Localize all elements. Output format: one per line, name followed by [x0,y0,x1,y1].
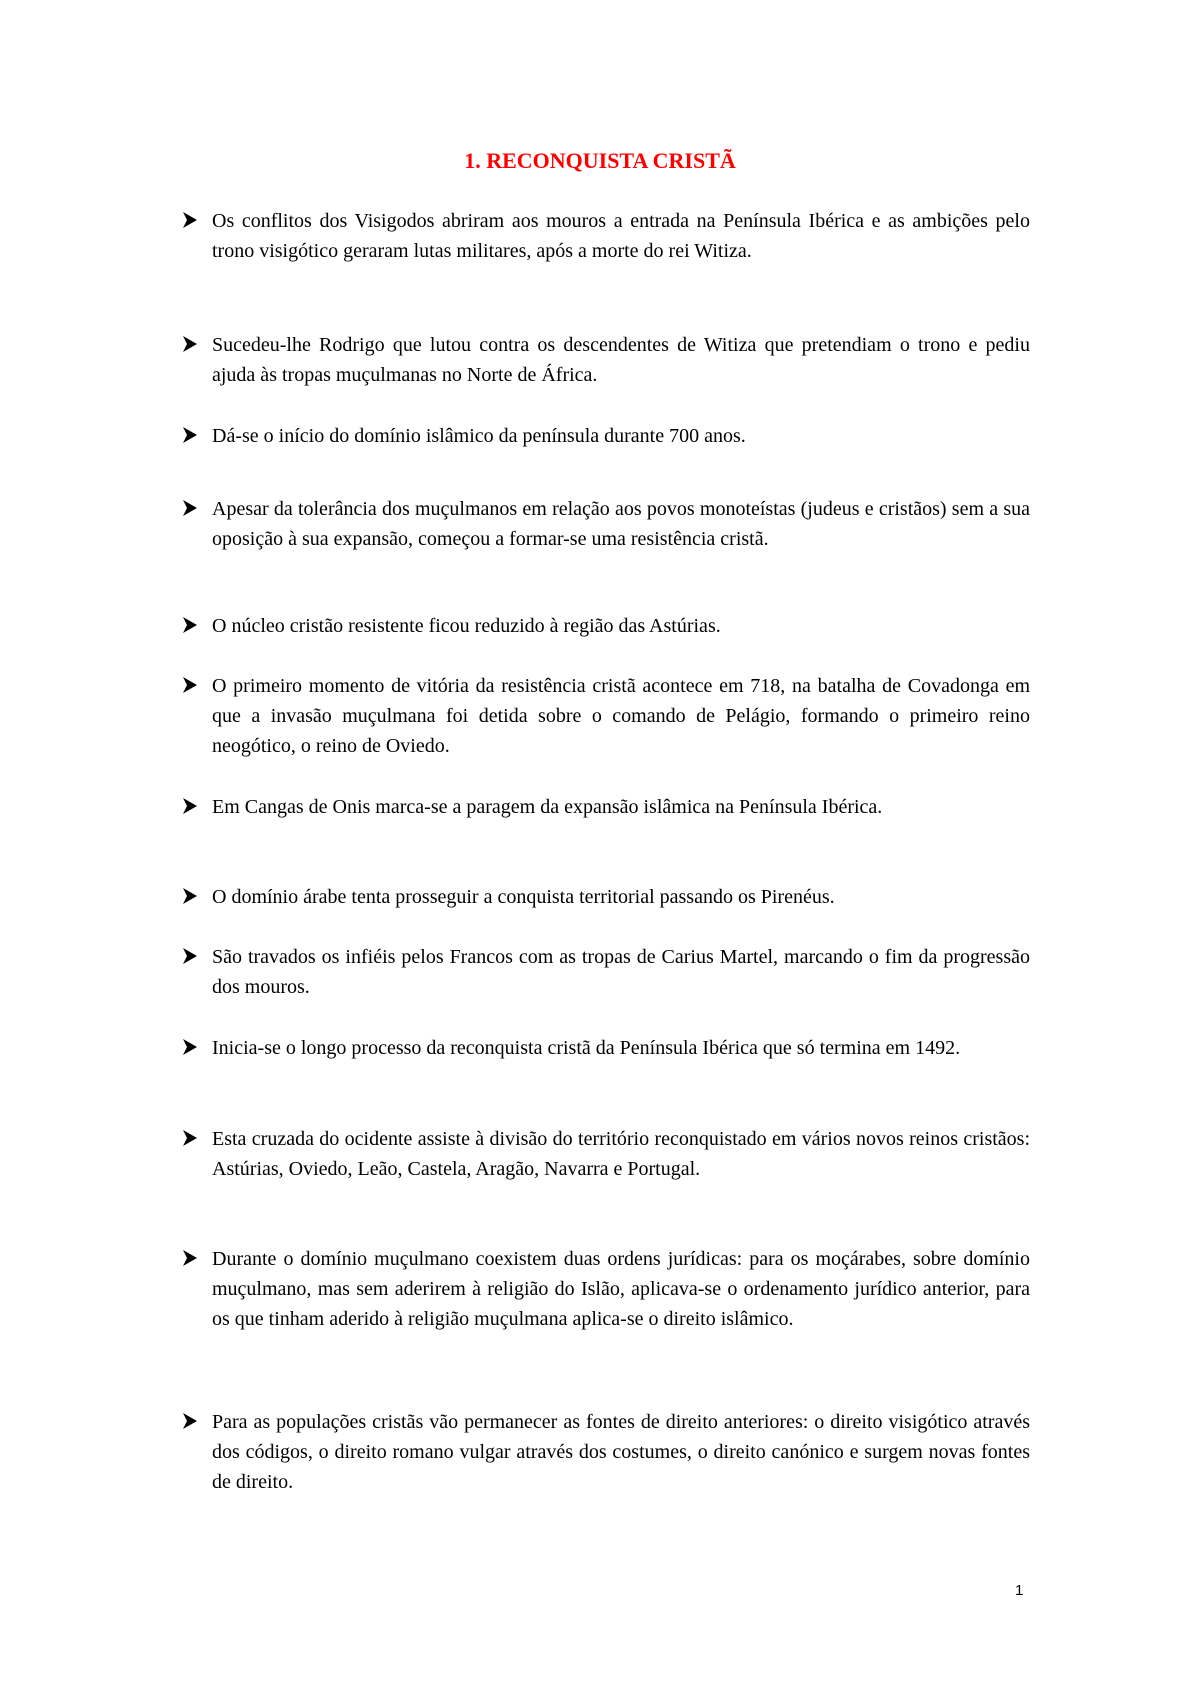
arrowhead-bullet-icon [182,797,198,815]
page-number: 1 [1015,1582,1024,1599]
list-item [212,494,1030,554]
list-item [212,1407,1030,1497]
arrowhead-bullet-icon [182,616,198,634]
list-item [212,942,1030,1002]
arrowhead-bullet-icon [182,887,198,905]
list-item [212,421,1030,451]
arrowhead-bullet-icon [182,499,198,517]
list-item-text: Dá-se o início do domínio islâmico da península durante 700 anos. [212,425,746,447]
list-item [212,330,1030,390]
list-item-text: Em Cangas de Onis marca-se a paragem da expansão islâmica na Península Ibérica. [212,796,883,818]
arrowhead-bullet-icon [182,426,198,444]
arrowhead-bullet-icon [182,211,198,229]
list-item [212,792,1030,822]
arrowhead-bullet-icon [182,947,198,965]
list-item [212,206,1030,266]
list-item-text: São travados os infiéis pelos Francos com as tropas de Carius Martel, marcando o fim da progressão dos mouros. [212,946,1030,998]
list-item-text: Sucedeu-lhe Rodrigo que lutou contra os descendentes de Witiza que pretendiam o trono e pediu ajuda às tropas muçulmanas no Norte de África. [212,334,1030,386]
arrowhead-bullet-icon [182,676,198,694]
list-item [212,1244,1030,1334]
list-item [212,882,1030,912]
list-item [212,611,1030,641]
list-item-text: Para as populações cristãs vão permanecer as fontes de direito anteriores: o direito visigótico através dos códigos, o direito romano vulgar através dos costumes, o direito canónico e surgem novas fontes de direito. [212,1411,1030,1493]
page-title: 1. RECONQUISTA CRISTÃ [464,148,736,173]
arrowhead-bullet-icon [182,1412,198,1430]
arrowhead-bullet-icon [182,1249,198,1267]
list-item [212,1033,1030,1063]
list-item-text: Durante o domínio muçulmano coexistem duas ordens jurídicas: para os moçárabes, sobre domínio muçulmano, mas sem aderirem à religião do Islão, aplicava-se o ordenamento jurídico anterior, para os que tinham aderido à religião muçulmana aplica-se o direito islâmico. [212,1248,1030,1330]
list-item-text: Inicia-se o longo processo da reconquista cristã da Península Ibérica que só termina em 1492. [212,1037,961,1059]
list-item [212,1124,1030,1184]
list-item [212,671,1030,761]
list-item-text: Apesar da tolerância dos muçulmanos em relação aos povos monoteístas (judeus e cristãos) sem a sua oposição à sua expansão, começou a formar-se uma resistência cristã. [212,498,1030,550]
list-item-text: O núcleo cristão resistente ficou reduzido à região das Astúrias. [212,615,721,637]
list-item-text: Esta cruzada do ocidente assiste à divisão do território reconquistado em vários novos reinos cristãos: Astúrias, Oviedo, Leão, Castela, Aragão, Navarra e Portugal. [212,1128,1030,1180]
arrowhead-bullet-icon [182,335,198,353]
arrowhead-bullet-icon [182,1129,198,1147]
list-item-text: O domínio árabe tenta prosseguir a conquista territorial passando os Pirenéus. [212,886,835,908]
list-item-text: O primeiro momento de vitória da resistência cristã acontece em 718, na batalha de Covadonga em que a invasão muçulmana foi detida sobre o comando de Pelágio, formando o primeiro reino neogótico, o reino de Oviedo. [212,675,1030,757]
list-item-text: Os conflitos dos Visigodos abriram aos mouros a entrada na Península Ibérica e as ambições pelo trono visigótico geraram lutas militares, após a morte do rei Witiza. [212,210,1030,262]
arrowhead-bullet-icon [182,1038,198,1056]
